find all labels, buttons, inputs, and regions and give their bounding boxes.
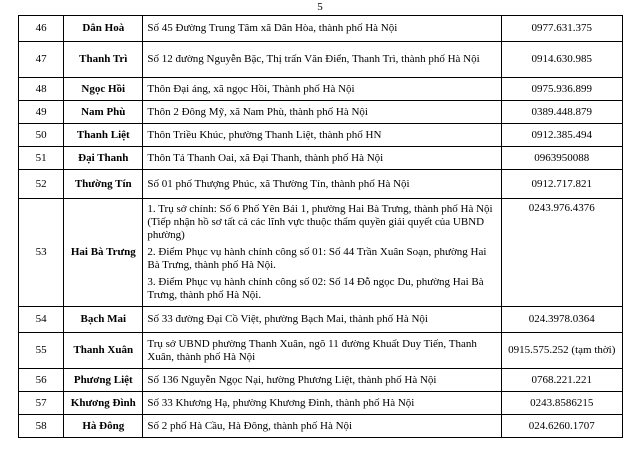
table-row	[19, 101, 623, 124]
table-row	[19, 42, 623, 78]
ward-phone: 0243.976.4376	[501, 199, 622, 307]
ward-phone: 0977.631.375	[501, 16, 622, 42]
ward-phone: 0975.936.899	[501, 78, 622, 101]
page-number: 5	[317, 1, 323, 13]
ward-address: Trụ sở UBND phường Thanh Xuân, ngõ 11 đường Khuất Duy Tiến, Thanh Xuân, thành phố Hà Nội	[143, 333, 501, 369]
ward-name: Dân Hoà	[64, 16, 143, 42]
ward-address	[143, 199, 501, 307]
row-number: 56	[19, 369, 64, 392]
table-row	[19, 307, 623, 333]
ward-address: Số 136 Nguyễn Ngọc Nại, hường Phương Liệt, thành phố Hà Nội	[143, 369, 501, 392]
row-number: 50	[19, 124, 64, 147]
row-number: 51	[19, 147, 64, 170]
ward-name: Nam Phù	[64, 101, 143, 124]
row-number: 57	[19, 392, 64, 415]
row-number: 52	[19, 170, 64, 199]
ward-name: Đại Thanh	[64, 147, 143, 170]
table-row	[19, 392, 623, 415]
row-number: 54	[19, 307, 64, 333]
ward-name: Thường Tín	[64, 170, 143, 199]
ward-phone: 024.3978.0364	[501, 307, 622, 333]
ward-address: Số 12 đường Nguyễn Bặc, Thị trấn Văn Điển, Thanh Trì, thành phố Hà Nội	[143, 42, 501, 78]
main-office-address: 1. Trụ sở chính: Số 6 Phố Yên Bái 1, phường Hai Bà Trưng, thành phố Hà Nội (Tiếp nhận hồ sơ tất cả các lĩnh vực thuộc thẩm quyền giải quyết của UBND phường)	[147, 203, 493, 241]
ward-phone: 024.6260.1707	[501, 415, 622, 438]
row-number: 48	[19, 78, 64, 101]
ward-address: Số 45 Đường Trung Tâm xã Dân Hòa, thành phố Hà Nội	[143, 16, 501, 42]
ward-address: Số 2 phố Hà Cầu, Hà Đông, thành phố Hà Nội	[143, 415, 501, 438]
service-point-2-address: 3. Điểm Phục vụ hành chính công số 02: Số 14 Đỗ ngọc Du, phường Hai Bà Trưng, thành phố Hà Nội.	[147, 276, 484, 301]
row-number: 53	[19, 199, 64, 307]
ward-name: Ngọc Hồi	[64, 78, 143, 101]
ward-contact-table	[18, 15, 623, 438]
ward-phone: 0914.630.985	[501, 42, 622, 78]
ward-phone: 0243.8586215	[501, 392, 622, 415]
table-row	[19, 124, 623, 147]
ward-phone: 0915.575.252 (tạm thời)	[501, 333, 622, 369]
row-number: 58	[19, 415, 64, 438]
table-row	[19, 199, 623, 307]
table-row	[19, 369, 623, 392]
table-row	[19, 78, 623, 101]
ward-address: Số 01 phố Thượng Phúc, xã Thường Tín, thành phố Hà Nội	[143, 170, 501, 199]
ward-name: Hà Đông	[64, 415, 143, 438]
ward-name: Thanh Liệt	[64, 124, 143, 147]
ward-phone: 0912.385.494	[501, 124, 622, 147]
service-point-1-address: 2. Điểm Phục vụ hành chính công số 01: Số 44 Trần Xuân Soạn, phường Hai Bà Trưng, thành phố Hà Nội.	[147, 246, 487, 271]
ward-name: Hai Bà Trưng	[64, 199, 143, 307]
ward-name: Thanh Xuân	[64, 333, 143, 369]
ward-address: Thôn Triều Khúc, phường Thanh Liệt, thành phố HN	[143, 124, 501, 147]
ward-address: Thôn 2 Đông Mỹ, xã Nam Phù, thành phố Hà Nội	[143, 101, 501, 124]
ward-phone: 0912.717.821	[501, 170, 622, 199]
ward-name: Khương Đình	[64, 392, 143, 415]
row-number: 55	[19, 333, 64, 369]
ward-address: Số 33 đường Đại Cồ Việt, phường Bạch Mai, thành phố Hà Nội	[143, 307, 501, 333]
table-row	[19, 415, 623, 438]
ward-name: Bạch Mai	[64, 307, 143, 333]
ward-name: Thanh Trì	[64, 42, 143, 78]
ward-address: Thôn Tả Thanh Oai, xã Đại Thanh, thành phố Hà Nội	[143, 147, 501, 170]
ward-address: Thôn Đại áng, xã ngọc Hồi, Thành phố Hà Nội	[143, 78, 501, 101]
row-number: 47	[19, 42, 64, 78]
table-row	[19, 170, 623, 199]
table-row	[19, 16, 623, 42]
table-row	[19, 333, 623, 369]
ward-address: Số 33 Khương Hạ, phường Khương Đình, thành phố Hà Nội	[143, 392, 501, 415]
ward-phone: 0389.448.879	[501, 101, 622, 124]
ward-phone: 0768.221.221	[501, 369, 622, 392]
row-number: 49	[19, 101, 64, 124]
ward-phone: 0963950088	[501, 147, 622, 170]
ward-name: Phương Liệt	[64, 369, 143, 392]
table-row	[19, 147, 623, 170]
row-number: 46	[19, 16, 64, 42]
